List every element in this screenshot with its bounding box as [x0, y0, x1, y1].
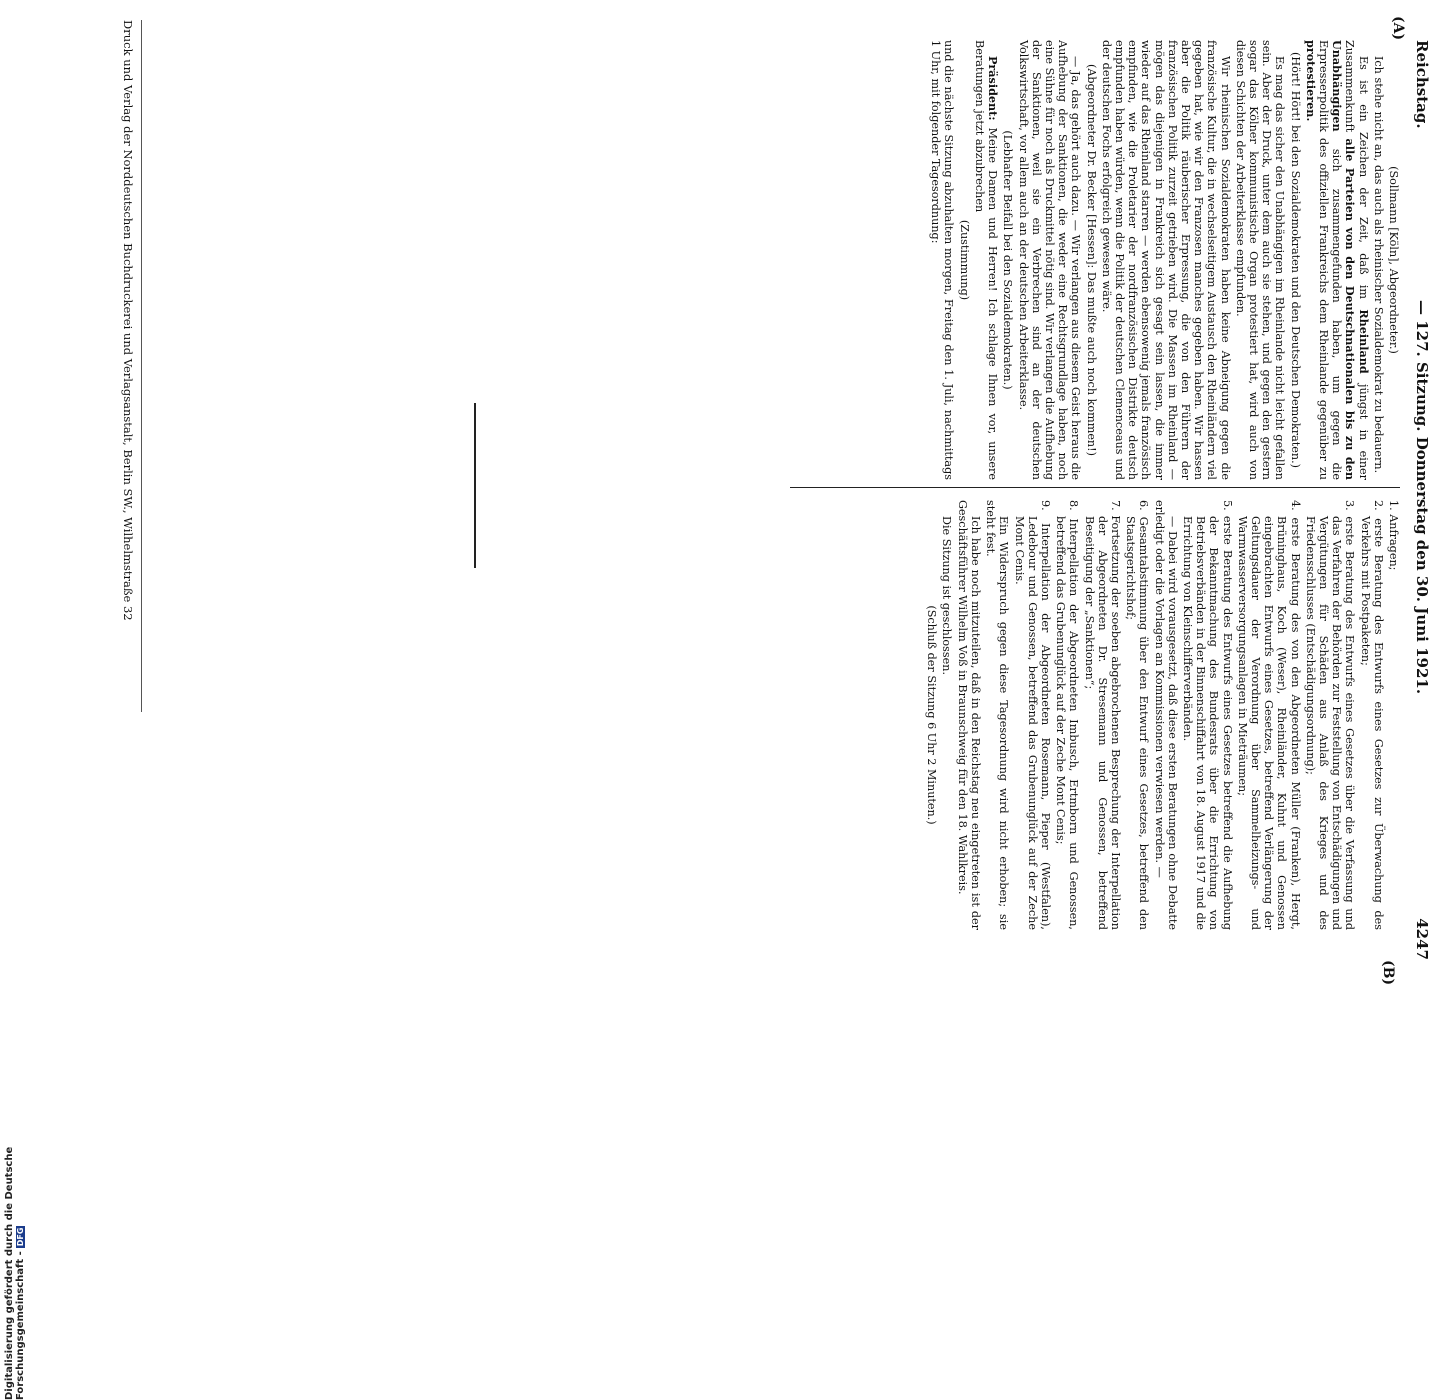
footer-rule	[141, 20, 142, 712]
header-session: — 127. Sitzung. Donnerstag den 30. Juni 1921.	[1413, 300, 1431, 695]
paragraph: und die nächste Sitzung abzuhalten morgen, Freitag den 1. Juli, nachmittags 1 Uhr, mit folgender Tagesordnung:	[929, 40, 956, 480]
imprint-footer: Druck und Verlag der Norddeutschen Buchdruckerei und Verlagsanstalt, Berlin SW., Wilhelmstraße 32	[121, 20, 135, 621]
page-header	[1406, 40, 1431, 960]
paragraph: Die Sitzung ist geschlossen.	[940, 516, 954, 676]
interjection: (Abgeordneter Dr. Becker [Hessen]: Das mußte auch noch kommen!)	[1084, 63, 1098, 456]
rotated-page-content	[34, 0, 1434, 1000]
paragraph	[973, 40, 999, 480]
paragraph: Ich stehe nicht an, das auch als rheinischer Sozialdemokrat zu bedauern.	[1371, 56, 1385, 474]
agenda-note: — Dabei wird vorausgesetzt, daß diese ersten Beratungen ohne Debatte erledigt oder die Vorlagen an Kommissionen verwiesen werden. —	[1152, 500, 1179, 930]
agenda-item: 2. erste Beratung des Entwurfs eines Gesetzes zur Überwachung des Verkehrs mit Postpaketen;	[1358, 500, 1385, 930]
right-column	[923, 500, 1400, 930]
column-divider	[790, 487, 1400, 488]
agenda-item: 8. Interpellation der Abgeordneten Imbusch, Ertmborn und Genossen, betreffend das Grubenunglück auf der Zeche Mont Cenis;	[1054, 500, 1081, 930]
bold-span: protestieren.	[1303, 40, 1318, 122]
agenda-item: 3. erste Beratung des Entwurfs eines Gesetzes über die Verfassung und das Verfahren der Behörden zur Feststellung von Entschädigungen und Vergütungen für Schäden aus Anlaß des Krieges und des Friedensschlusses (Entschädigungsordnung);	[1303, 500, 1357, 930]
text-span: Es ist ein Zeichen der Zeit, daß im	[1356, 56, 1370, 300]
paragraph: Es mag das sicher den Unabhängigen im Rheinlande nicht leicht gefallen sein. Aber der Druck, unter dem auch sie stehen, und gegen den gestern sogar das Kölner kommunistische Organ protestiert hat, wird auch von diesen Schichten der Arbeiterklasse empfunden.	[1233, 40, 1287, 480]
interjection: (Hört! Hört! bei den Sozialdemokraten und den Deutschen Demokraten.)	[1288, 51, 1302, 469]
text-span: sich zusammengefunden haben, um gegen die Erpresserpolitik des offiziellen Frankreichs dem Rheinlande gegenüber zu	[1316, 40, 1344, 481]
header-title: Reichstag.	[1413, 40, 1431, 129]
agenda-item: 7. Fortsetzung der soeben abgebrochenen Besprechung der Interpellation der Abgeordneten Dr. Stresemann und Genossen, betreffend Beseitigung der „Sanktionen“;	[1082, 500, 1122, 930]
margin-marker-a: (A)	[1390, 16, 1406, 41]
agenda-item: 4. erste Beratung des von den Abgeordneten Müller (Franken), Hergt, Brüninghaus, Koch (Weser), Rheinländer, Kuhnt und Genossen eingebrachten Entwurfs eines Gesetzes, betreffend Verlängerung der Geltungsdauer der Verordnung über Sammelheizungs- und Warmwasserversorgungsanlagen in Mieträumen;	[1235, 500, 1302, 930]
paragraph: Ein Widerspruch gegen diese Tagesordnung wird nicht erhoben; sie steht fest.	[984, 500, 1011, 930]
funding-text: Digitalisierung gefördert durch die Deutsche Forschungsgemeinschaft -	[4, 1146, 26, 1400]
dfg-logo: DFG	[16, 1227, 25, 1247]
margin-marker-b: (B)	[1380, 960, 1396, 986]
left-column	[927, 40, 1400, 480]
agenda-item: 9. Interpellation der Abgeordneten Rosemann, Pieper (Westfalen), Ledebour und Genossen, betreffend das Grubenunglück auf der Zeche Mont Cenis.	[1012, 500, 1052, 930]
speaker-label: Präsident:	[986, 56, 1001, 121]
text-span: jüngst in einer Zusammenkunft	[1343, 40, 1370, 481]
speaker-line: (Sollmann [Köln], Abgeordneter.)	[1387, 166, 1400, 354]
interjection: (Lebhafter Beifall bei den Sozialdemokraten.)	[1001, 130, 1015, 390]
bold-span: Rheinland	[1356, 309, 1371, 374]
closing-note: (Schluß der Sitzung 6 Uhr 2 Minuten.)	[925, 605, 939, 825]
paragraph	[1304, 40, 1370, 480]
funding-note	[4, 1040, 26, 1400]
agenda-item: 1. Anfragen;	[1387, 500, 1400, 571]
agenda-item: 6. Gesamtabstimmung über den Entwurf eines Gesetzes, betreffend den Staatsgerichtshof;	[1124, 500, 1151, 930]
text-span: Meine Damen und Herren! Ich schlage Ihnen vor, unsere Beratungen jetzt abzubrechen	[972, 40, 1000, 481]
separator-bar	[474, 403, 476, 568]
page-number: 4247	[1413, 918, 1431, 960]
paragraph: Ich habe noch mitzuteilen, daß in den Reichstag neu eingetreten ist der Geschäftsführer Wilhelm Voß in Braunschweig für den 18. Wahlkreis.	[955, 500, 982, 930]
paragraph: Wir rheinischen Sozialdemokraten haben keine Abneigung gegen die französische Kultur, die in wechselseitigem Austausch den Rheinländern viel gegeben hat, wie wir den Franzosen manches gegeben haben. Wir hassen aber die Politik räuberischer Erpressung, die von den Führern der französischen Politik zurzeit getrieben wird. Die Massen im Rheinland — mögen das diejenigen in Frankreich sich gesagt sein lassen, die immer wieder auf das Rheinland starren — werden ebensowenig jemals französisch empfinden, wie die Proletarier der nordfranzösischen Distrikte deutsch empfunden haben würden, wenn die Politik der deutschen Clemenceaus und der deutschen Fochs erfolgreich gewesen wäre.	[1099, 40, 1232, 480]
paragraph: — Ja, das gehört auch dazu. — Wir verlangen aus diesem Geist heraus die Aufhebung der Sanktionen, die weder eine Rechtsgrundlage haben, noch eine Sühne für noch als Druckmittel nötig sind. Wir verlangen die Aufhebung der Sanktionen, weil sie ein Verbrechen sind an der deutschen Volkswirtschaft, vor allem auch an der deutschen Arbeiterklasse.	[1016, 40, 1083, 480]
agenda-item: 5. erste Beratung des Entwurfs eines Gesetzes betreffend die Aufhebung der Bekanntmachung des Bundesrats über die Errichtung von Betriebsverbänden in der Binnenschiffahrt von 18. August 1917 und die Errichtung von Kleinschifferverbänden.	[1180, 500, 1234, 930]
interjection: (Zustimmung)	[957, 219, 971, 301]
bold-span: alle Parteien von den Deutschnationalen bis zu den Unabhängigen	[1330, 40, 1358, 480]
